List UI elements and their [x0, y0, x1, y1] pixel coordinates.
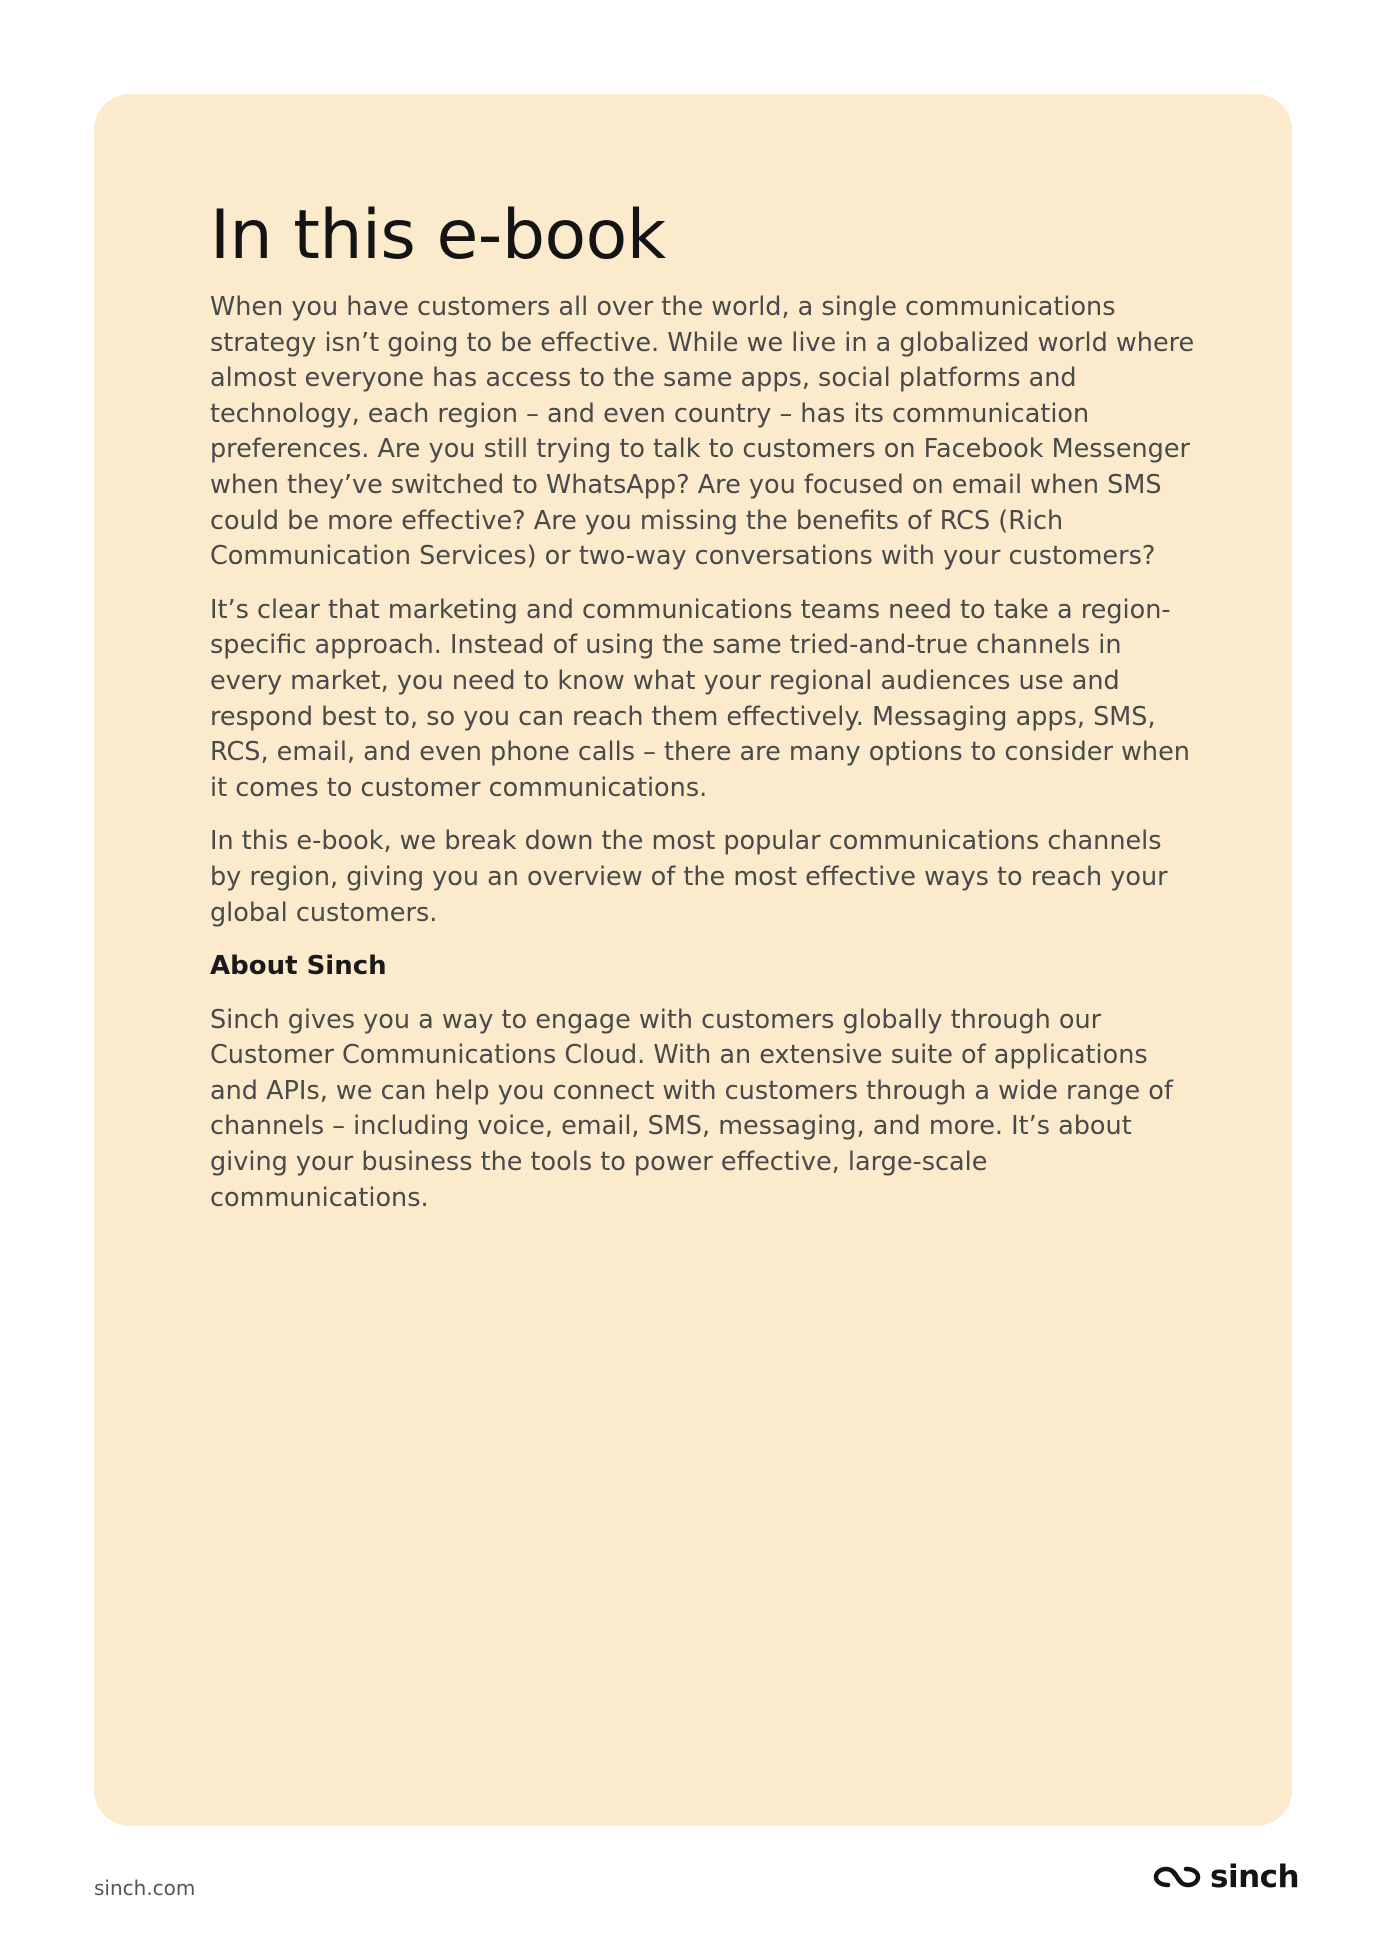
sinch-logo-icon [1152, 1863, 1202, 1891]
main-content [210, 196, 1200, 1234]
approach-paragraph: It’s clear that marketing and communications teams need to take a region-specific approach. Instead of using the same tried-and-true channels in every market, you need to know what your regional audiences use and respond best to, so you can reach them effectively. Messaging apps, SMS, RCS, email, and even phone calls – there are many options to consider when it comes to customer communications. [210, 594, 1190, 803]
overview-paragraph: In this e-book, we break down the most popular communications channels by region, giving you an overview of the most effective ways to reach your global customers. [210, 826, 1168, 928]
sinch-logo [1152, 1860, 1299, 1894]
page-title: In this e-book [210, 196, 666, 275]
footer-url[interactable]: sinch.com [94, 1876, 196, 1900]
about-heading: About Sinch [210, 951, 387, 982]
sinch-logo-text: sinch [1210, 1859, 1300, 1895]
intro-paragraph: When you have customers all over the world, a single communications strategy isn’t going to be effective. While we live in a globalized world where almost everyone has access to the same apps, social platforms and technology, each region – and even country – has its communication preferences. Are you still trying to talk to customers on Facebook Messenger when they’ve switched to WhatsApp? Are you focused on email when SMS could be more effective? Are you missing the benefits of RCS (Rich Communication Services) or two-way conversations with your customers? [210, 292, 1195, 572]
about-paragraph: Sinch gives you a way to engage with customers globally through our Customer Communications Cloud. With an extensive suite of applications and APIs, we can help you connect with customers through a wide range of channels – including voice, email, SMS, messaging, and more. It’s about giving your business the tools to power effective, large-scale communications. [210, 1004, 1173, 1213]
